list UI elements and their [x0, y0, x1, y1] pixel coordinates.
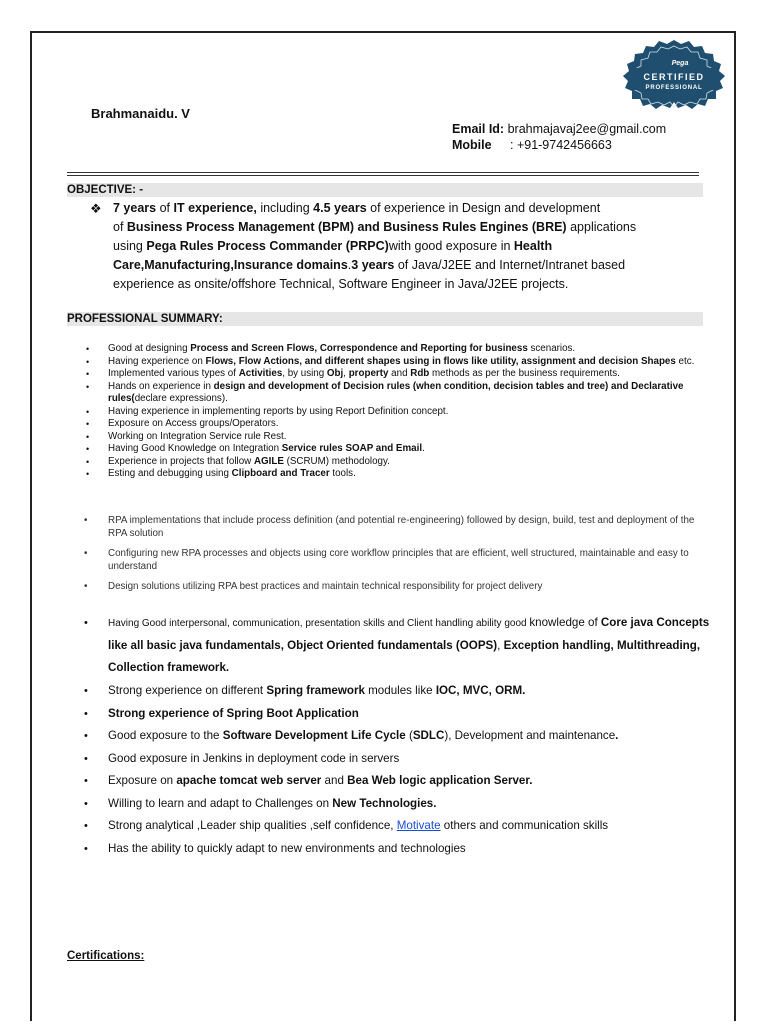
header-divider-bottom [67, 175, 699, 176]
list-item: • Good exposure in Jenkins in deployment code in servers [108, 748, 714, 771]
pega-certified-badge [620, 38, 728, 110]
contact-block [452, 122, 666, 153]
mobile-value: : +91-9742456663 [510, 137, 612, 152]
mobile-line: Mobile : +91-9742456663 [452, 137, 612, 152]
list-item: • Strong analytical ,Leader ship qualities ,self confidence, Motivate others and communication skills [108, 815, 714, 838]
objective-text [90, 199, 710, 294]
summary-list-pega [108, 343, 714, 481]
list-item: • Exposure on apache tomcat web server and Bea Web logic application Server. [108, 770, 714, 793]
list-item: • Implemented various types of Activities, by using Obj, property and Rdb methods as per the business requirements. [108, 368, 714, 381]
list-item: • Good exposure to the Software Development Life Cycle (SDLC), Development and maintenance. [108, 725, 714, 748]
badge-line2: PROFESSIONAL [645, 85, 703, 91]
badge-brand: Pega [671, 60, 689, 67]
list-item: • Strong experience of Spring Boot Application [108, 703, 714, 726]
motivate-link[interactable]: Motivate [396, 819, 441, 832]
list-item: • RPA implementations that include process definition (and potential re-engineering) followed by design, build, test and deployment of the RPA solution [108, 514, 714, 540]
list-item: • Configuring new RPA processes and objects using core workflow principles that are efficient, well structured, maintainable and easy to understand [108, 547, 714, 573]
diamond-bullet-icon: ❖ [90, 201, 102, 216]
professional-summary-heading: PROFESSIONAL SUMMARY: [67, 312, 703, 326]
list-item: • Exposure on Access groups/Operators. [108, 418, 714, 431]
objective-heading: OBJECTIVE: - [67, 183, 703, 197]
list-item: • Having experience on Flows, Flow Actions, and different shapes using in flows like utility, assignment and decision Shapes etc. [108, 356, 714, 369]
list-item: • Having Good Knowledge on Integration Service rules SOAP and Email. [108, 443, 714, 456]
header-divider-top [67, 172, 699, 173]
list-item: • Esting and debugging using Clipboard and Tracer tools. [108, 468, 714, 481]
candidate-name: Brahmanaidu. V [91, 106, 190, 121]
summary-list-rpa [108, 514, 714, 593]
certifications-heading: Certifications: [67, 950, 145, 962]
list-item: • Has the ability to quickly adapt to new environments and technologies [108, 838, 714, 861]
list-item: • Strong experience on different Spring framework modules like IOC, MVC, ORM. [108, 680, 714, 703]
list-item: • Willing to learn and adapt to Challenges on New Technologies. [108, 793, 714, 816]
list-item: • Having experience in implementing reports by using Report Definition concept. [108, 406, 714, 419]
list-item: • Working on Integration Service rule Rest. [108, 431, 714, 444]
list-item: • Good at designing Process and Screen Flows, Correspondence and Reporting for business scenarios. [108, 343, 714, 356]
list-item: • Having Good interpersonal, communication, presentation skills and Client handling ability good knowledge of Core java Concepts like all basic java fundamentals, Object Oriented fundamentals (OOPS), Exception handling, Multithreading, Collection framework. [108, 612, 714, 679]
summary-list-java [108, 612, 714, 860]
email-line: Email Id: brahmajavaj2ee@gmail.com [452, 122, 667, 136]
objective-paragraph: 7 years of IT experience, including 4.5 years of experience in Design and development of Business Process Management (BPM) and Business Rules Engines (BRE) applications using Pega Rules Process Commander (PRPC)with good exposure in Health Care,Manufacturing,Insurance domains.3 years of Java/J2EE and Internet/Intranet based experience as onsite/offshore Technical, Software Engineer in Java/J2EE projects. [113, 201, 637, 291]
email-value[interactable]: brahmajavaj2ee@gmail.com [507, 122, 667, 136]
list-item: • Design solutions utilizing RPA best practices and maintain technical responsibility for project delivery [108, 580, 714, 593]
badge-line1: CERTIFIED [643, 72, 705, 82]
list-item: • Hands on experience in design and development of Decision rules (when condition, decision tables and tree) and Declarative rules(declare expressions). [108, 381, 714, 406]
list-item: • Experience in projects that follow AGILE (SCRUM) methodology. [108, 456, 714, 469]
